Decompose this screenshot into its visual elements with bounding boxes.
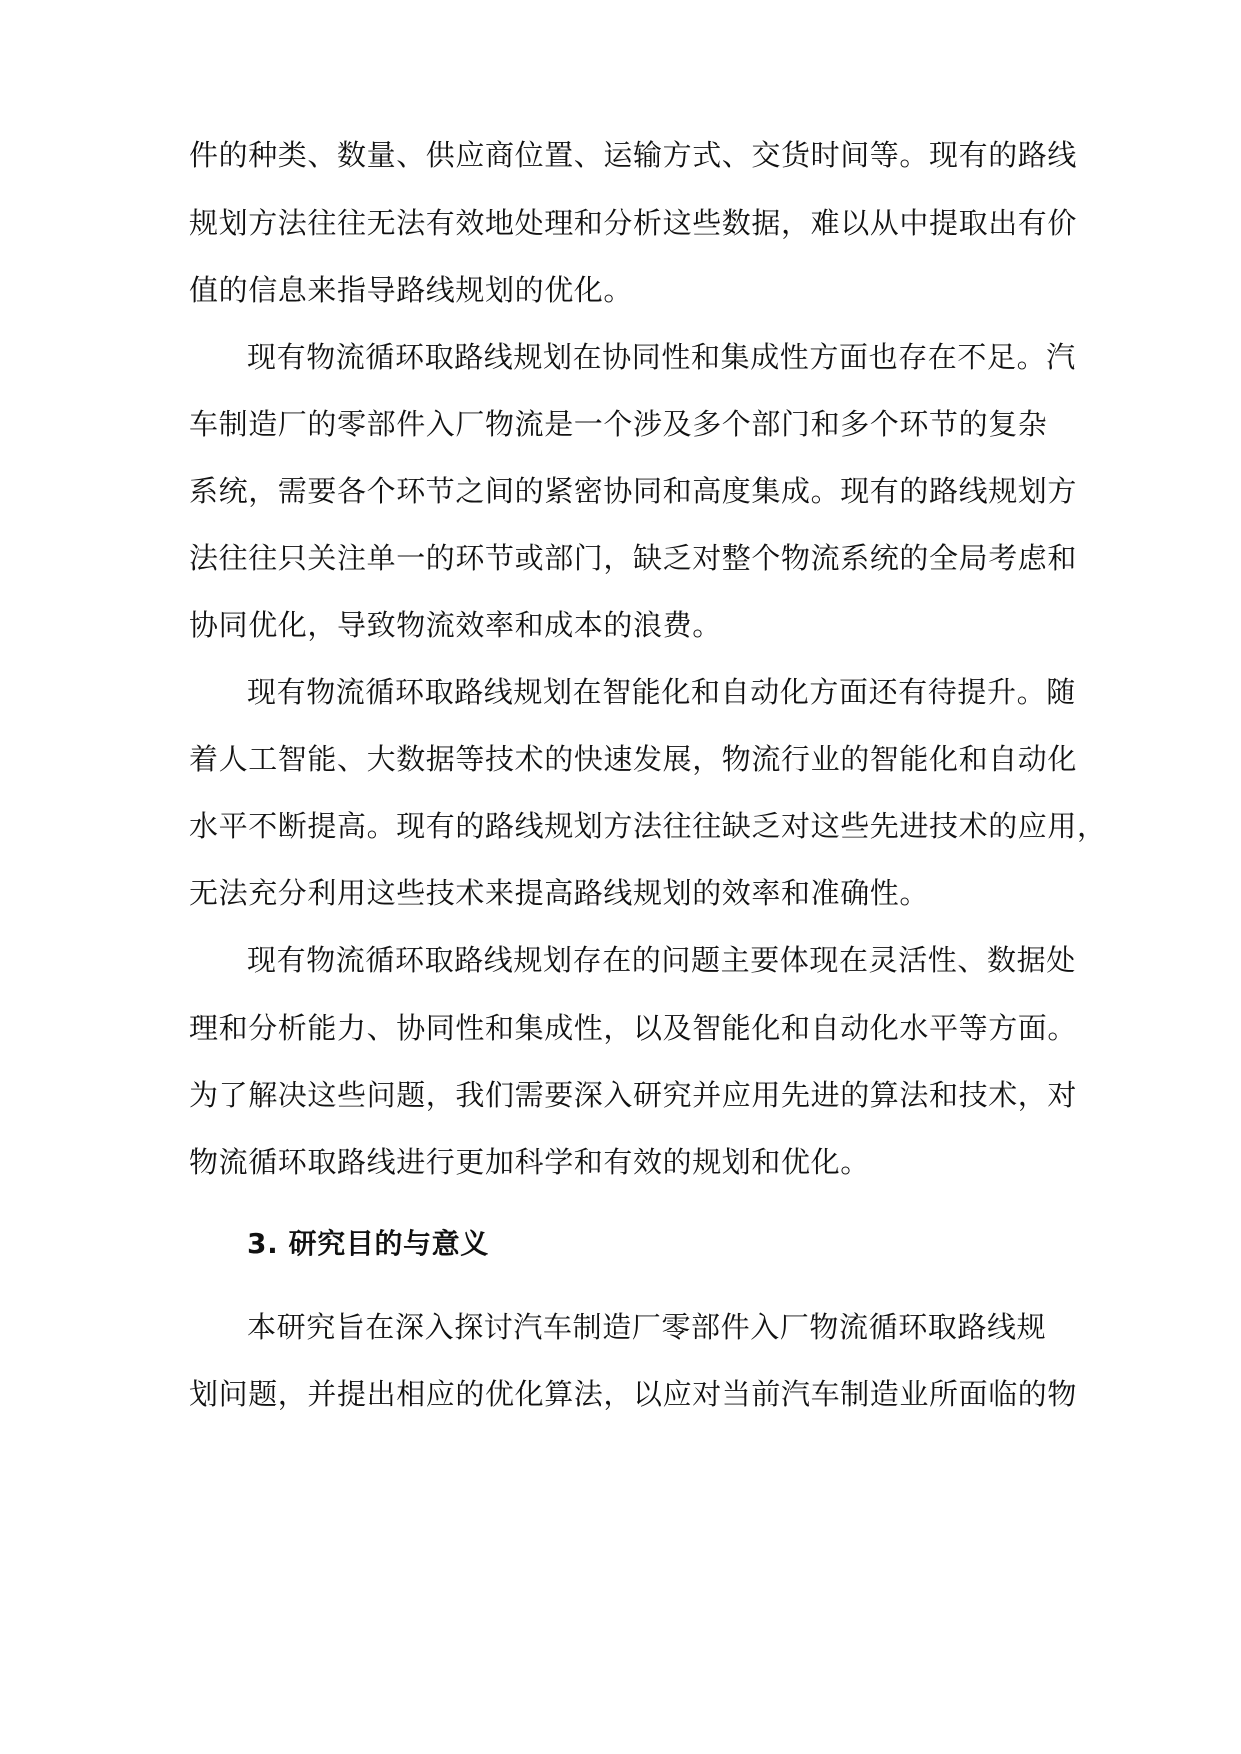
paragraph-line: 理和分析能力、协同性和集成性，以及智能化和自动化水平等方面。 — [189, 1011, 1078, 1045]
paragraph-line: 现有物流循环取路线规划在协同性和集成性方面也存在不足。汽 — [247, 340, 1076, 374]
paragraph-line: 值的信息来指导路线规划的优化。 — [189, 273, 634, 307]
paragraph-line: 为了解决这些问题，我们需要深入研究并应用先进的算法和技术，对 — [189, 1078, 1078, 1112]
section-heading: 3. 研究目的与意义 — [247, 1227, 489, 1260]
paragraph-line: 件的种类、数量、供应商位置、运输方式、交货时间等。现有的路线 — [189, 138, 1078, 172]
paragraph-line: 划问题，并提出相应的优化算法，以应对当前汽车制造业所面临的物 — [189, 1377, 1078, 1411]
paragraph-line: 物流循环取路线进行更加科学和有效的规划和优化。 — [189, 1145, 870, 1179]
paragraph-line: 现有物流循环取路线规划存在的问题主要体现在灵活性、数据处 — [247, 943, 1076, 977]
paragraph-line: 无法充分利用这些技术来提高路线规划的效率和准确性。 — [189, 876, 930, 910]
paragraph-line: 协同优化，导致物流效率和成本的浪费。 — [189, 608, 722, 642]
paragraph-line: 着人工智能、大数据等技术的快速发展，物流行业的智能化和自动化 — [189, 742, 1078, 776]
paragraph-line: 车制造厂的零部件入厂物流是一个涉及多个部门和多个环节的复杂 — [189, 407, 1048, 441]
paragraph-line: 现有物流循环取路线规划在智能化和自动化方面还有待提升。随 — [247, 675, 1076, 709]
paragraph-line: 法往往只关注单一的环节或部门，缺乏对整个物流系统的全局考虑和 — [189, 541, 1078, 575]
paragraph-line: 系统，需要各个环节之间的紧密协同和高度集成。现有的路线规划方 — [189, 474, 1078, 508]
paragraph-line: 规划方法往往无法有效地处理和分析这些数据，难以从中提取出有价 — [189, 206, 1078, 240]
paragraph-line: 水平不断提高。现有的路线规划方法往往缺乏对这些先进技术的应用， — [189, 809, 1107, 843]
paragraph-line: 本研究旨在深入探讨汽车制造厂零部件入厂物流循环取路线规 — [247, 1310, 1047, 1344]
